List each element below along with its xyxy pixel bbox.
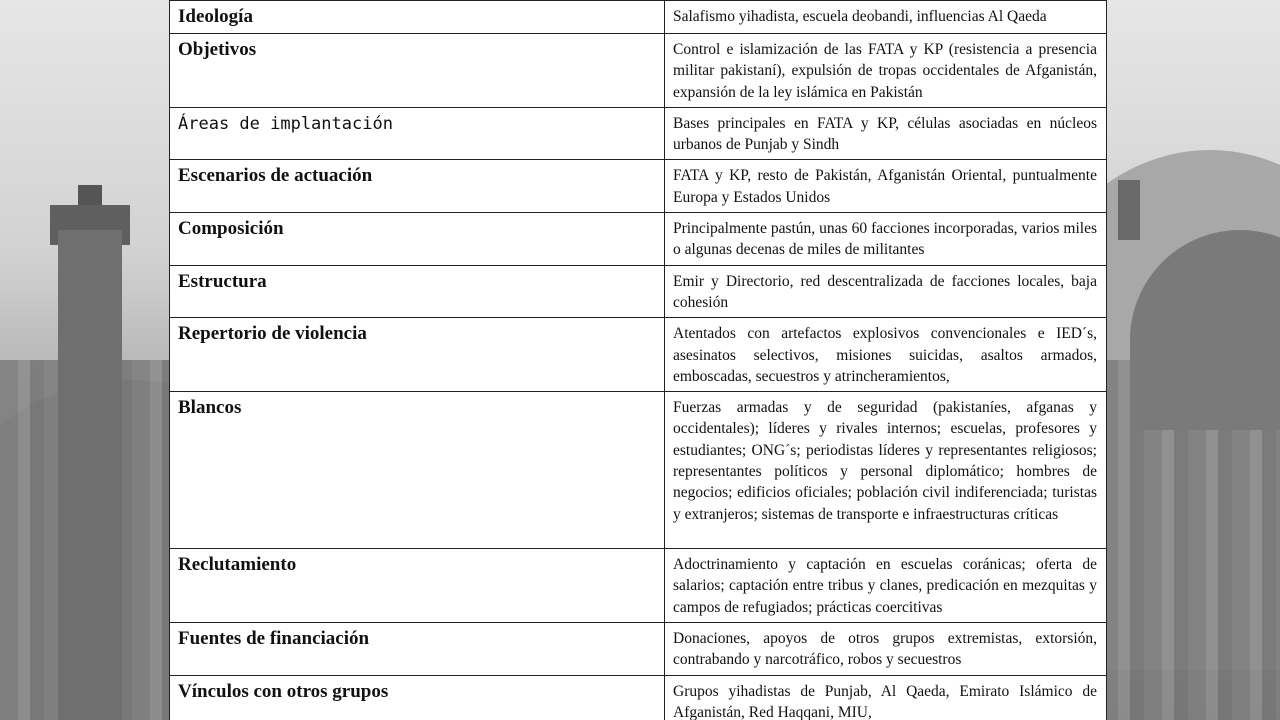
row-label: Repertorio de violencia [170, 318, 665, 392]
table-row-fuentes-de-financiacion [170, 623, 1107, 676]
row-value: Donaciones, apoyos de otros grupos extremistas, extorsión, contrabando y narcotráfico, robos y secuestros [665, 623, 1107, 676]
row-label: Blancos [170, 392, 665, 549]
row-label: Fuentes de financiación [170, 623, 665, 676]
row-label: Áreas de implantación [170, 107, 665, 160]
table-row-repertorio-de-violencia [170, 318, 1107, 392]
row-value: Atentados con artefactos explosivos convencionales e IED´s, asesinatos selectivos, misiones suicidas, asaltos armados, emboscadas, secuestros y atrincheramientos, [665, 318, 1107, 392]
table-row-composicion [170, 213, 1107, 266]
profile-table [169, 0, 1107, 720]
table-row-escenarios-de-actuacion [170, 160, 1107, 213]
table-row-vinculos-con-otros-grupos [170, 675, 1107, 720]
table-row-estructura [170, 265, 1107, 318]
row-value: FATA y KP, resto de Pakistán, Afganistán Oriental, puntualmente Europa y Estados Unidos [665, 160, 1107, 213]
document-sheet [169, 0, 1107, 720]
table-row-objetivos [170, 34, 1107, 108]
table-row-ideologia [170, 1, 1107, 34]
row-value: Control e islamización de las FATA y KP (resistencia a presencia militar pakistaní), expulsión de tropas occidentales de Afganistán, expansión de la ley islámica en Pakistán [665, 34, 1107, 108]
row-label: Ideología [170, 1, 665, 34]
row-value: Salafismo yihadista, escuela deobandi, influencias Al Qaeda [665, 1, 1107, 34]
row-label: Estructura [170, 265, 665, 318]
table-row-areas-de-implantacion [170, 107, 1107, 160]
background-dome-lantern [1118, 180, 1140, 240]
background-tower [58, 230, 122, 720]
row-value: Adoctrinamiento y captación en escuelas coránicas; oferta de salarios; captación entre tribus y clanes, predicación en mezquitas y campos de refugiados; prácticas coercitivas [665, 549, 1107, 623]
row-label: Reclutamiento [170, 549, 665, 623]
row-label: Objetivos [170, 34, 665, 108]
row-value: Emir y Directorio, red descentralizada de facciones locales, baja cohesión [665, 265, 1107, 318]
table-row-reclutamiento [170, 549, 1107, 623]
row-label: Vínculos con otros grupos [170, 675, 665, 720]
row-value: Bases principales en FATA y KP, células asociadas en núcleos urbanos de Punjab y Sindh [665, 107, 1107, 160]
row-label: Composición [170, 213, 665, 266]
row-value: Fuerzas armadas y de seguridad (pakistaníes, afganas y occidentales); líderes y rivales internos; escuelas, profesores y estudiantes; ONG´s; periodistas líderes y representantes religiosos; representantes políticos y personal diplomático; hombres de negocios; edificios oficiales; población civil indiferenciada; turistas y extranjeros; sistemas de transporte e infraestructuras críticas [665, 392, 1107, 549]
row-label: Escenarios de actuación [170, 160, 665, 213]
row-value: Grupos yihadistas de Punjab, Al Qaeda, Emirato Islámico de Afganistán, Red Haqqani, MIU, [665, 675, 1107, 720]
table-row-blancos [170, 392, 1107, 549]
row-value: Principalmente pastún, unas 60 facciones incorporadas, varios miles o algunas decenas de miles de militantes [665, 213, 1107, 266]
